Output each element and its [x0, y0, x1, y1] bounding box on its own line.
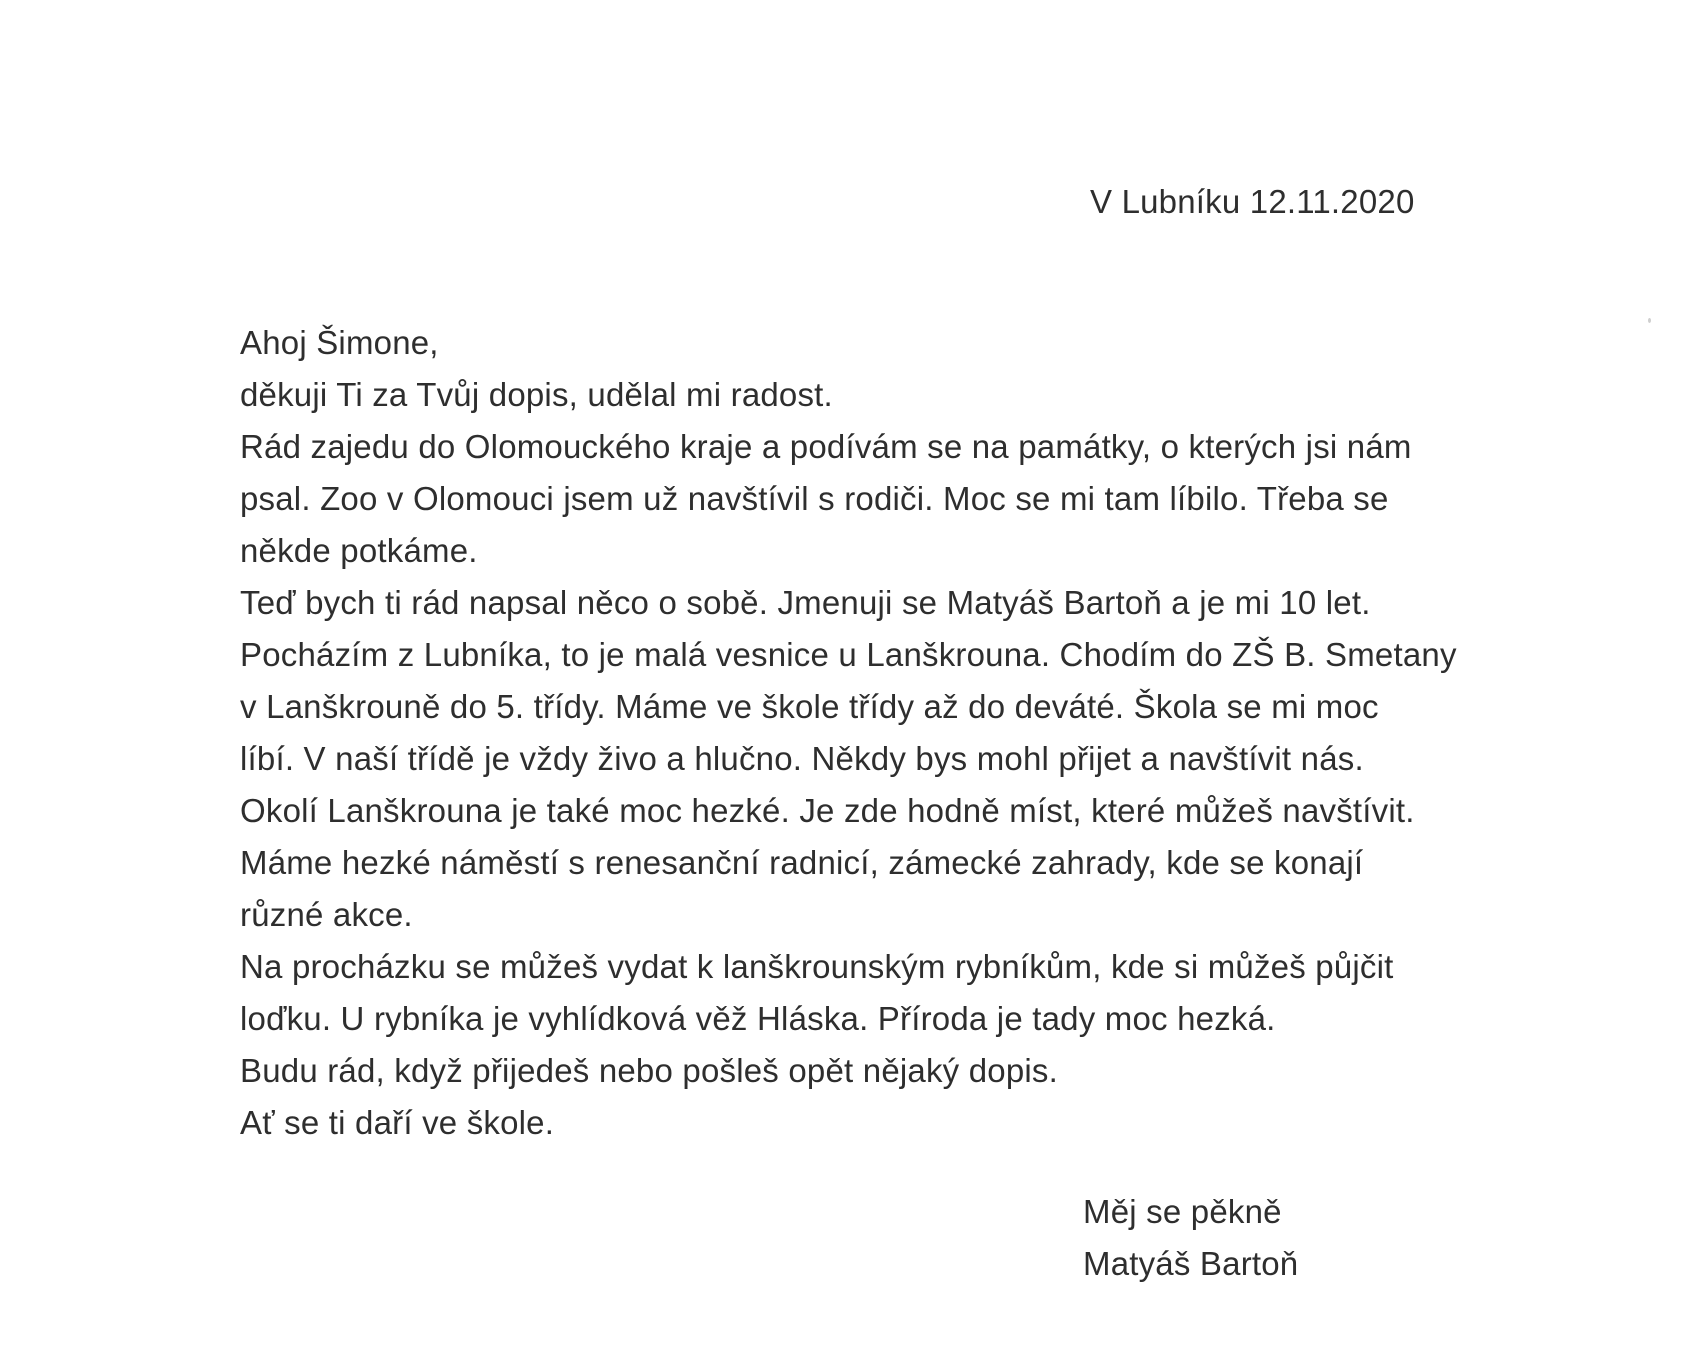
- closing-phrase: Měj se pěkně: [1083, 1193, 1282, 1230]
- scan-speck: [1648, 318, 1651, 323]
- body-line: děkuji Ti za Tvůj dopis, udělal mi radost.: [240, 376, 833, 413]
- greeting-line: Ahoj Šimone,: [240, 324, 439, 361]
- body-line: líbí. V naší třídě je vždy živo a hlučno. Někdy bys mohl přijet a navštívit nás.: [240, 740, 1364, 777]
- body-line: Máme hezké náměstí s renesanční radnicí, zámecké zahrady, kde se konají: [240, 844, 1364, 881]
- body-line: loďku. U rybníka je vyhlídková věž Hláska. Příroda je tady moc hezká.: [240, 1000, 1276, 1037]
- body-line: Budu rád, když přijedeš nebo pošleš opět nějaký dopis.: [240, 1052, 1058, 1089]
- letter-body: [240, 317, 1620, 1149]
- signature-name: Matyáš Bartoň: [1083, 1245, 1299, 1282]
- body-line: psal. Zoo v Olomouci jsem už navštívil s rodiči. Moc se mi tam líbilo. Třeba se: [240, 480, 1389, 517]
- body-line: Rád zajedu do Olomouckého kraje a podívám se na památky, o kterých jsi nám: [240, 428, 1412, 465]
- body-line: někde potkáme.: [240, 532, 478, 569]
- body-line: Pocházím z Lubníka, to je malá vesnice u Lanškrouna. Chodím do ZŠ B. Smetany: [240, 636, 1457, 673]
- body-line: Na procházku se můžeš vydat k lanškrounským rybníkům, kde si můžeš půjčit: [240, 948, 1394, 985]
- body-line: Ať se ti daří ve škole.: [240, 1104, 555, 1141]
- place-date: V Lubníku 12.11.2020: [1090, 183, 1415, 220]
- body-line: Okolí Lanškrouna je také moc hezké. Je zde hodně míst, které můžeš navštívit.: [240, 792, 1415, 829]
- body-line: různé akce.: [240, 896, 413, 933]
- body-line: v Lanškrouně do 5. třídy. Máme ve škole třídy až do deváté. Škola se mi moc: [240, 688, 1379, 725]
- letter-closing: [1083, 1186, 1298, 1290]
- body-line: Teď bych ti rád napsal něco o sobě. Jmenuji se Matyáš Bartoň a je mi 10 let.: [240, 584, 1371, 621]
